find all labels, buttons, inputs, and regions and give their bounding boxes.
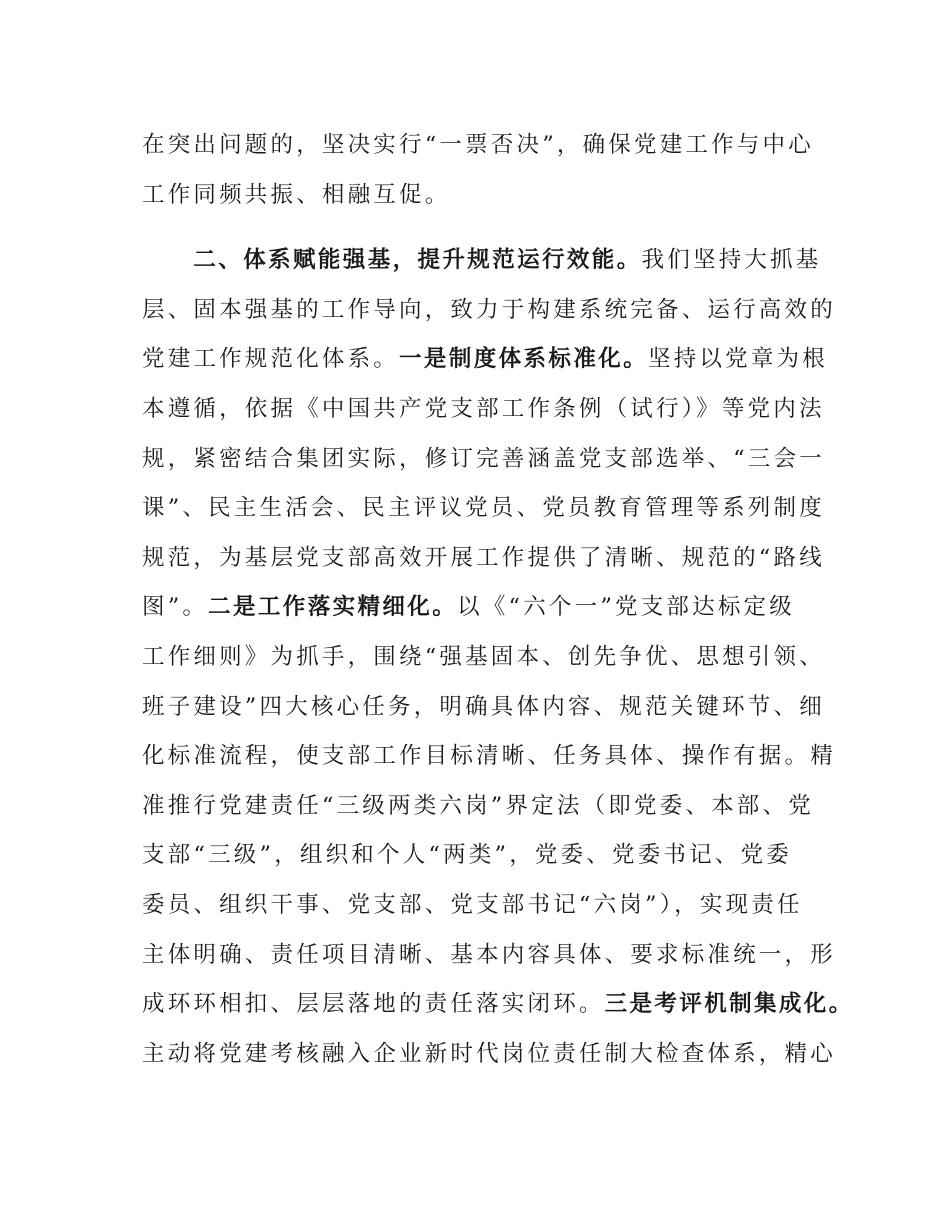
paragraph-2-line-5: 规，紧密结合集团实际，修订完善涵盖党支部选举、“三会一 — [142, 445, 825, 472]
paragraph-2-line-15: 主体明确、责任项目清晰、基本内容具体、要求标准统一，形 — [142, 941, 836, 968]
paragraph-2-line-16 — [142, 980, 854, 1030]
paragraph-1-line-1: 在突出问题的，坚决实行“一票否决”，确保党建工作与中心 — [142, 132, 814, 158]
line-text-after: 坚持以党章为根 — [648, 346, 828, 373]
paragraph-2-line-12: 准推行党建责任“三级两类六岗”界定法（即党委、本部、党 — [142, 792, 814, 819]
line-text: 党建工作规范化体系。 — [142, 346, 400, 373]
indent — [142, 247, 193, 273]
subheading-1: 一是制度体系标准化。 — [399, 346, 649, 373]
subheading-3: 三是考评机制集成化。 — [604, 991, 854, 1018]
line-text: 成环环相扣、层层落地的责任落实闭环。 — [142, 991, 605, 1018]
paragraph-gap — [142, 220, 832, 236]
subheading-2: 二是工作落实精细化。 — [208, 594, 458, 621]
paragraph-2-line-11: 化标准流程，使支部工作目标清晰、任务具体、操作有据。精 — [142, 743, 836, 770]
body-text — [142, 121, 854, 1079]
paragraph-2-line-3 — [142, 335, 832, 385]
paragraph-2-line-14: 委员、组织干事、党支部、党支部书记“六岗”），实现责任 — [142, 891, 803, 918]
section-heading: 二、体系赋能强基，提升规范运行效能。 — [193, 247, 642, 274]
paragraph-2-line-9: 工作细则》为抓手，围绕“强基固本、创先争优、思想引领、 — [142, 643, 825, 670]
line-text-after: 以《“六个一”党支部达标定级 — [457, 594, 795, 621]
paragraph-2-line-10: 班子建设”四大核心任务，明确具体内容、规范关键环节、细 — [142, 693, 825, 720]
paragraph-2-line-6: 课”、民主生活会、民主评议党员、党员教育管理等系列制度 — [142, 495, 825, 522]
paragraph-2-line-7: 规范，为基层党支部高效开展工作提供了清晰、规范的“路线 — [142, 544, 825, 571]
paragraph-2-line-4: 本遵循，依据《中国共产党支部工作条例（试行）》等党内法 — [142, 395, 825, 422]
line-text: 我们坚持大抓基 — [641, 247, 822, 274]
paragraph-2-line-13: 支部“三级”，组织和个人“两类”，党委、党委书记、党委 — [142, 842, 792, 869]
paragraph-2-line-8 — [142, 583, 832, 633]
paragraph-2-line-2: 层、固本强基的工作导向，致力于构建系统完备、运行高效的 — [142, 296, 836, 323]
line-text: 图”。 — [142, 594, 209, 621]
paragraph-2-line-17: 主动将党建考核融入企业新时代岗位责任制大检查体系，精心 — [142, 1040, 836, 1067]
paragraph-2-line-1 — [142, 236, 832, 286]
paragraph-1-line-2: 工作同频共振、相融互促。 — [142, 181, 451, 208]
